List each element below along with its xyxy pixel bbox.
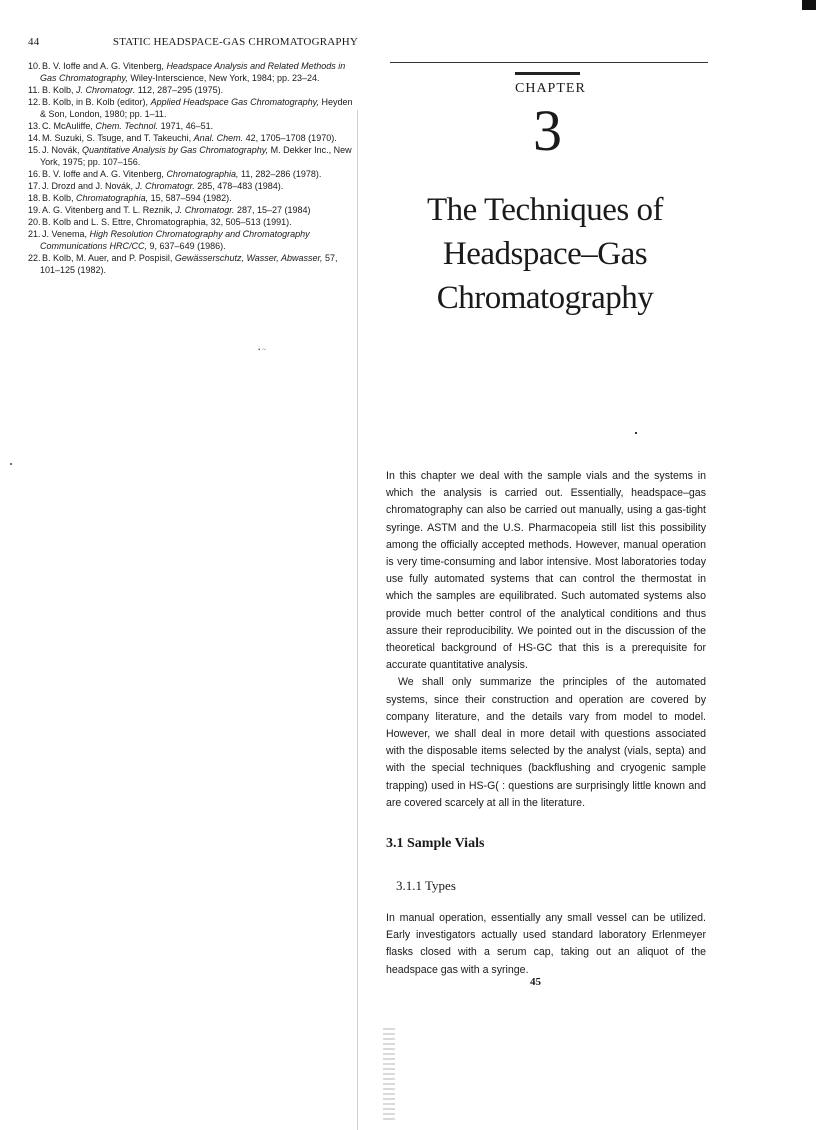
- chapter-title: [420, 188, 670, 320]
- scan-speck: • ~: [258, 346, 266, 354]
- reference-item: [28, 204, 358, 216]
- reference-details: 112, 287–295 (1975).: [135, 85, 224, 95]
- reference-item: [28, 120, 358, 132]
- reference-authors: B. Kolb, M. Auer, and P. Pospisil,: [42, 253, 175, 263]
- reference-source: J. Chromatogr.: [135, 181, 195, 191]
- left-page: [28, 36, 358, 276]
- reference-source: High Resolution Chromatography and Chromatography Communications HRC/CC,: [40, 229, 310, 251]
- running-head: [28, 36, 358, 48]
- reference-number: 14.: [28, 133, 41, 143]
- paragraph: We shall only summarize the principles of the automated systems, since their construction and operation are covered by company literature, and the details vary from model to model. However, we shall deal in more detail with questions associated with the disposable items selected by the analyst (vials, septa) and with the special techniques (backflushing and cryogenic sample trapping) used in HS-G( : questions are surprisingly little known and are covered scarcely at all in the literature.: [386, 676, 706, 809]
- reference-number: 18.: [28, 193, 41, 203]
- reference-authors: B. Kolb,: [42, 85, 77, 95]
- reference-number: 15.: [28, 145, 41, 155]
- reference-details: 11, 282–286 (1978).: [238, 169, 322, 179]
- reference-authors: M. Suzuki, S. Tsuge, and T. Takeuchi,: [42, 133, 194, 143]
- subsection-heading: 3.1.1 Types: [396, 878, 456, 893]
- reference-source: Chromatographia,: [166, 169, 239, 179]
- section-heading: 3.1 Sample Vials: [386, 836, 485, 851]
- reference-number: 13.: [28, 121, 41, 131]
- reference-source: Quantitative Analysis by Gas Chromatography,: [82, 145, 269, 155]
- reference-item: [28, 252, 358, 276]
- reference-item: [28, 132, 358, 144]
- reference-list: [28, 60, 358, 276]
- reference-item: [28, 228, 358, 252]
- section-text: [386, 910, 706, 979]
- reference-details: Wiley-Interscience, New York, 1984; pp. 23–24.: [127, 73, 320, 83]
- reference-item: [28, 96, 358, 120]
- chapter-block: [515, 72, 586, 163]
- right-page-number: 45: [530, 976, 541, 988]
- reference-details: 9, 637–649 (1986).: [147, 241, 226, 251]
- paragraph: In manual operation, essentially any small vessel can be utilized. Early investigators actually used standard laboratory Erlenmeyer flasks closed with a serum cap, taking out an aliquot of the headspace gas with a syringe.: [386, 912, 706, 976]
- chapter-number: 3: [533, 98, 562, 163]
- left-page-number: 44: [28, 36, 40, 48]
- paragraph: In this chapter we deal with the sample vials and the systems in which the analysis is carried out. Essentially, headspace–gas chromatography can also be carried out manually, using a gas-tight syringe. ASTM and the U.S. Pharmacopeia still list this possibility among the officially accepted methods. However, manual operation is very time-consuming and labor intensive. Most laboratories today use fully automated systems that can control the thermostat in which the samples are equilibrated. Such automated systems also provide much better control of the analytical conditions and thus assure their reproducibility. We pointed out in the discussion of the theoretical background of HS-GC that this is a prerequisite for accurate quantitative analysis.: [386, 470, 706, 672]
- reference-source: Chem. Technol.: [95, 121, 159, 131]
- reference-authors: A. G. Vitenberg and T. L. Reznik,: [42, 205, 176, 215]
- reference-number: 11.: [28, 85, 40, 95]
- reference-authors: J. Drozd and J. Novák,: [42, 181, 136, 191]
- reference-source: Anal. Chem.: [193, 133, 244, 143]
- reference-source: Headspace Analysis and Related Methods in Gas Chromatography,: [40, 61, 346, 83]
- reference-item: [28, 216, 358, 228]
- reference-details: M. Dekker Inc., New York, 1975; pp. 107–156.: [40, 145, 352, 167]
- reference-details: 57, 101–125 (1982).: [40, 253, 338, 275]
- reference-number: 12.: [28, 97, 41, 107]
- reference-number: 10.: [28, 61, 41, 71]
- chapter-title-line: Headspace–Gas: [442, 236, 648, 272]
- reference-item: [28, 168, 358, 180]
- reference-number: 16.: [28, 169, 41, 179]
- scan-noise: [383, 1028, 395, 1120]
- reference-authors: B. Kolb and L. S. Ettre, Chromatographia, 32, 505–513 (1991).: [42, 217, 292, 227]
- top-rule: [390, 62, 708, 63]
- reference-source: Applied Headspace Gas Chromatography,: [150, 97, 319, 107]
- reference-authors: C. McAuliffe,: [42, 121, 96, 131]
- chapter-title-line: The Techniques of: [426, 192, 663, 228]
- reference-item: [28, 192, 358, 204]
- reference-number: 21.: [28, 229, 41, 239]
- reference-number: 19.: [28, 205, 41, 215]
- reference-authors: B. Kolb, in B. Kolb (editor),: [42, 97, 151, 107]
- reference-authors: B. V. Ioffe and A. G. Vitenberg,: [42, 61, 167, 71]
- reference-number: 20.: [28, 217, 41, 227]
- scan-dot: [635, 432, 637, 434]
- scan-dot: [10, 463, 12, 465]
- reference-item: [28, 84, 358, 96]
- reference-number: 22.: [28, 253, 41, 263]
- reference-authors: J. Novák,: [42, 145, 83, 155]
- running-head-title: STATIC HEADSPACE-GAS CHROMATOGRAPHY: [112, 36, 358, 48]
- intro-text: [386, 468, 706, 812]
- reference-details: 1971, 46–51.: [158, 121, 214, 131]
- reference-authors: B. V. Ioffe and A. G. Vitenberg,: [42, 169, 167, 179]
- reference-details: 285, 478–483 (1984).: [194, 181, 284, 191]
- reference-number: 17.: [28, 181, 41, 191]
- reference-source: Chromatographia,: [76, 193, 149, 203]
- reference-item: [28, 144, 358, 168]
- reference-details: Heyden & Son, London, 1980; pp. 1–11.: [40, 97, 353, 119]
- reference-source: J. Chromatogr.: [175, 205, 235, 215]
- reference-source: Gewässerschutz, Wasser, Abwasser,: [174, 253, 323, 263]
- reference-details: 15, 587–594 (1982).: [148, 193, 232, 203]
- scan-corner-mark: [802, 0, 816, 10]
- chapter-rule: [515, 72, 580, 75]
- reference-details: 287, 15–27 (1984): [234, 205, 311, 215]
- reference-item: [28, 180, 358, 192]
- reference-item: [28, 60, 358, 84]
- reference-source: J. Chromatogr.: [76, 85, 136, 95]
- reference-details: 42, 1705–1708 (1970).: [243, 133, 337, 143]
- chapter-label: CHAPTER: [515, 81, 586, 96]
- reference-authors: B. Kolb,: [42, 193, 77, 203]
- page-gutter: [357, 110, 358, 1130]
- chapter-title-line: Chromatography: [436, 280, 654, 316]
- reference-authors: J. Venema,: [42, 229, 90, 239]
